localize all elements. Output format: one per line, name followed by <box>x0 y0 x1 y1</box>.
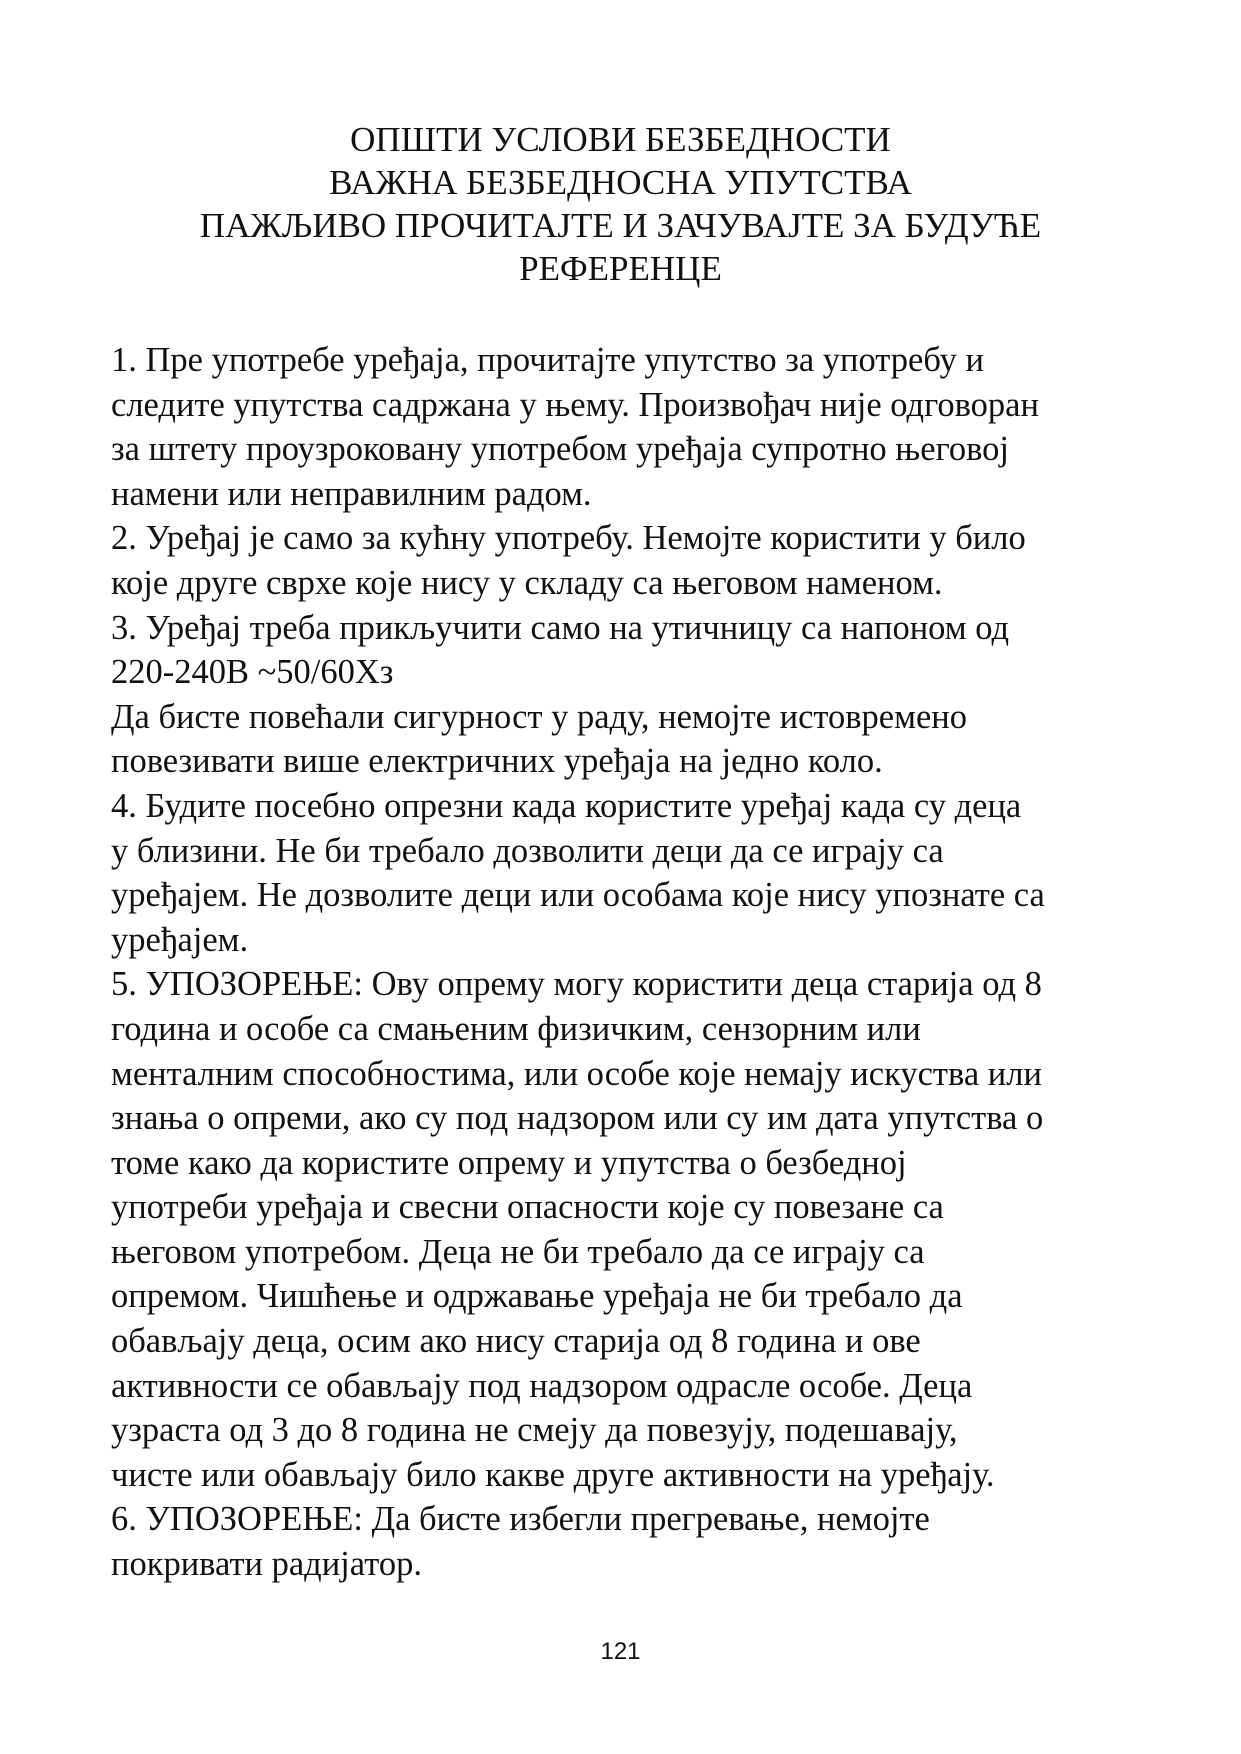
text-line: употреби уређаја и свесни опасности које су повезане са <box>111 1188 944 1227</box>
heading-line: РЕФЕРЕНЦЕ <box>519 249 722 288</box>
safety-instructions-body <box>111 338 1191 1587</box>
text-line: које друге сврхе које нису у складу са његовом наменом. <box>111 563 943 602</box>
text-line: 3. Уређај треба прикључити само на утичницу са напоном од <box>111 608 1010 647</box>
text-line: менталним способностима, или особе које немају искуства или <box>111 1054 1042 1093</box>
text-line: у близини. Не би требало дозволити деци да се играју са <box>111 831 944 870</box>
text-line: његовом употребом. Деца не би требало да се играју са <box>111 1232 925 1271</box>
text-line: 1. Пре употребе уређаја, прочитајте упутство за употребу и <box>111 341 984 379</box>
text-line: активности се обављају под надзором одрасле особе. Деца <box>111 1366 973 1405</box>
text-line: за штету проузроковану употребом уређаја супротно његовој <box>111 430 1009 469</box>
text-line: Да бисте повећали сигурност у раду, немојте истовремено <box>111 697 967 736</box>
text-line: узраста од 3 до 8 година не смеју да повезују, подешавају, <box>111 1411 958 1450</box>
text-line: 6. УПОЗОРЕЊЕ: Да бисте избегли прегревање, немојте <box>111 1500 930 1539</box>
page-number: 121 <box>600 1638 641 1665</box>
text-line: следите упутства садржана у њему. Произвођач није одговоран <box>111 385 1039 424</box>
text-line: опремом. Чишћење и одржавање уређаја не би требало да <box>111 1277 963 1316</box>
text-line: томе како да користите опрему и упутства о безбедној <box>111 1143 907 1182</box>
text-line: 5. УПОЗОРЕЊЕ: Ову опрему могу користити деца старија од 8 <box>111 965 1042 1004</box>
heading-line: ВАЖНА БЕЗБЕДНОСНА УПУТСТВА <box>329 163 912 202</box>
text-line: знања о опреми, ако су под надзором или су им дата упутства о <box>111 1099 1044 1138</box>
text-line: уређајем. <box>111 920 249 959</box>
text-line: покривати радијатор. <box>111 1545 422 1584</box>
text-line: 2. Уређај је само за кућну употребу. Немојте користити у било <box>111 519 1026 558</box>
text-line: чисте или обављају било какве друге активности на уређају. <box>111 1455 995 1494</box>
text-line: намени или неправилним радом. <box>111 474 592 513</box>
text-line: 4. Будите посебно опрезни када користите уређај када су деца <box>111 786 1022 825</box>
heading-line: ОПШТИ УСЛОВИ БЕЗБЕДНОСТИ <box>350 120 891 159</box>
text-line: година и особе са смањеним физичким, сензорним или <box>111 1009 921 1048</box>
text-line: 220-240В ~50/60Хз <box>111 653 394 692</box>
document-heading <box>100 118 1141 290</box>
text-line: обављају деца, осим ако нису старија од 8 година и ове <box>111 1322 921 1361</box>
heading-line: ПАЖЉИВО ПРОЧИТАЈТЕ И ЗАЧУВАЈТЕ ЗА БУДУЋЕ <box>199 206 1042 245</box>
text-line: уређајем. Не дозволите деци или особама које нису упознате са <box>111 876 1045 915</box>
text-line: повезивати више електричних уређаја на једно коло. <box>111 742 883 781</box>
